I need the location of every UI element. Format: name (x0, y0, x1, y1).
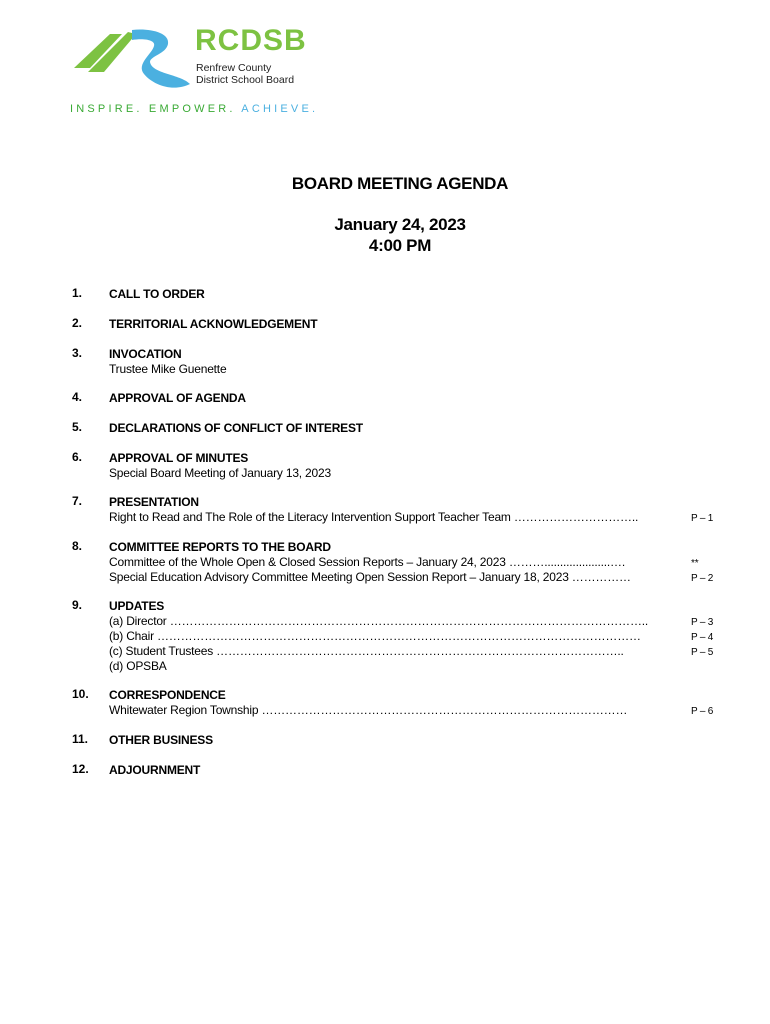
agenda-line-text: Special Board Meeting of January 13, 2023 (109, 466, 331, 480)
agenda-item-heading: PRESENTATION (109, 495, 199, 509)
agenda-item-line (109, 614, 722, 629)
agenda-item-number: 3. (72, 346, 83, 360)
agenda-item-number: 8. (72, 539, 83, 553)
tagline-part1: INSPIRE. EMPOWER. (70, 103, 236, 115)
agenda-item-line (109, 570, 722, 585)
agenda-line-text: Whitewater Region Township ………………………………………………………………………………… (109, 703, 628, 717)
agenda-item-heading: APPROVAL OF AGENDA (109, 391, 246, 405)
agenda-item-heading: INVOCATION (109, 347, 182, 361)
agenda-item-heading: UPDATES (109, 599, 165, 613)
tagline (70, 103, 318, 115)
agenda-item-heading: OTHER BUSINESS (109, 733, 213, 747)
agenda-line-text: Committee of the Whole Open & Closed Session Reports – January 24, 2023 ……….....................…. (109, 555, 625, 569)
agenda-line-text: Special Education Advisory Committee Meeting Open Session Report – January 18, 2023 …………… (109, 570, 631, 584)
meeting-time: 4:00 PM (368, 236, 432, 255)
agenda-item (72, 450, 722, 481)
agenda-item (72, 732, 722, 748)
agenda-item-number: 4. (72, 390, 83, 404)
page-reference: P – 2 (691, 573, 714, 584)
agenda-item-heading: ADJOURNMENT (109, 763, 201, 777)
document-title: BOARD MEETING AGENDA (291, 174, 509, 193)
agenda-item (72, 598, 722, 674)
agenda-item (72, 286, 722, 302)
logo-wordmark: RCDSB (195, 24, 307, 57)
agenda-item (72, 687, 722, 718)
agenda-item-line (109, 466, 722, 481)
agenda-item (72, 390, 722, 406)
agenda-item-line (109, 644, 722, 659)
agenda-item-heading: APPROVAL OF MINUTES (109, 451, 249, 465)
logo-swoosh-icon (70, 22, 200, 97)
page-reference: P – 1 (691, 513, 714, 524)
page-reference: P – 4 (691, 632, 714, 643)
agenda-item-heading: CORRESPONDENCE (109, 688, 226, 702)
agenda-item-number: 7. (72, 494, 83, 508)
agenda-item (72, 346, 722, 377)
agenda-item-heading: CALL TO ORDER (109, 287, 205, 301)
agenda-item (72, 539, 722, 585)
agenda-item (72, 420, 722, 436)
page-reference: P – 3 (691, 617, 714, 628)
agenda-line-text: (c) Student Trustees ………………………………………………………………………………………….. (109, 644, 624, 658)
agenda-item-number: 2. (72, 316, 83, 330)
meeting-date: January 24, 2023 (334, 215, 466, 234)
agenda-item-line (109, 629, 722, 644)
agenda-item-line (109, 510, 722, 525)
agenda-line-text: (a) Director ………………………………………………………………………………………………………….. (109, 614, 649, 628)
tagline-part2: ACHIEVE. (241, 103, 319, 115)
agenda-item (72, 762, 722, 778)
agenda-item-line (109, 659, 722, 674)
agenda-item (72, 494, 722, 525)
agenda-item-number: 5. (72, 420, 83, 434)
agenda-item-heading: COMMITTEE REPORTS TO THE BOARD (109, 540, 331, 554)
page-reference: ** (691, 558, 699, 569)
agenda-item-number: 9. (72, 598, 83, 612)
agenda-item-heading: TERRITORIAL ACKNOWLEDGEMENT (109, 317, 318, 331)
page-reference: P – 6 (691, 706, 714, 717)
logo-subtitle (196, 62, 294, 86)
logo-subtitle-line2: District School Board (196, 74, 295, 86)
logo-subtitle-line1: Renfrew County (196, 62, 272, 74)
agenda-line-text: (d) OPSBA (109, 659, 167, 673)
agenda-item-number: 10. (72, 687, 89, 701)
agenda-item-number: 1. (72, 286, 83, 300)
agenda-item-line (109, 703, 722, 718)
agenda-line-text: (b) Chair …………………………………………………………………………………………………………… (109, 629, 641, 643)
agenda-item-number: 12. (72, 762, 89, 776)
agenda-item-number: 6. (72, 450, 83, 464)
agenda-line-text: Right to Read and The Role of the Literacy Intervention Support Teacher Team ………………………….. (109, 510, 639, 524)
agenda-item-number: 11. (72, 732, 89, 746)
agenda-item-line (109, 555, 722, 570)
agenda-item-heading: DECLARATIONS OF CONFLICT OF INTEREST (109, 421, 363, 435)
agenda-item (72, 316, 722, 332)
agenda-line-text: Trustee Mike Guenette (109, 362, 227, 376)
agenda-item-line (109, 362, 722, 377)
page-reference: P – 5 (691, 647, 714, 658)
